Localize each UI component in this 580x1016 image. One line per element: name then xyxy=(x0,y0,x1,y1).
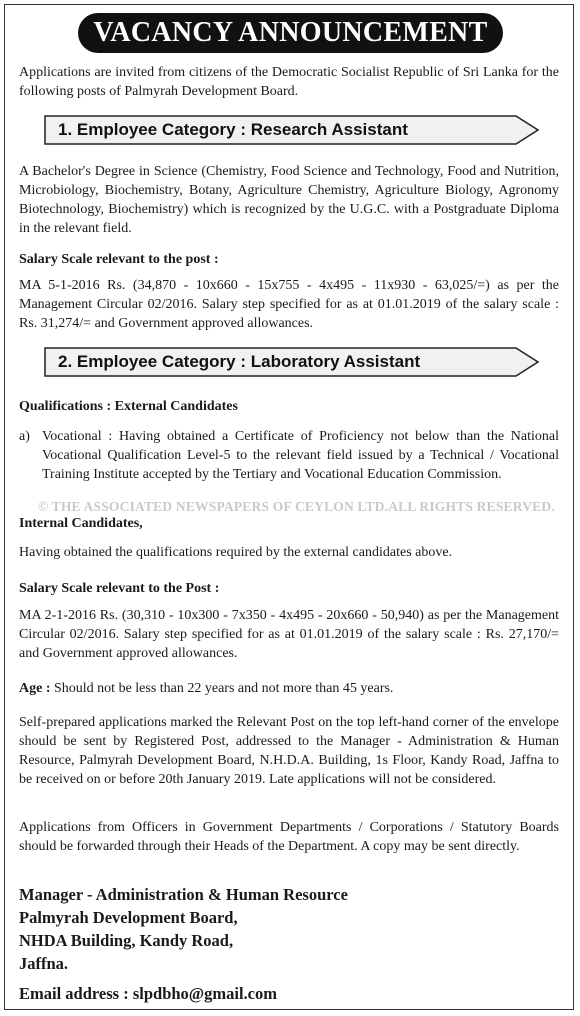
address-line-1: Manager - Administration & Human Resource xyxy=(19,885,348,904)
age-label: Age : xyxy=(19,681,51,696)
address-line-4: Jaffna. xyxy=(19,954,69,973)
category-1-heading: 1. Employee Category : Research Assistant xyxy=(58,120,408,139)
age-requirement xyxy=(19,679,559,698)
address-line-2: Palmyrah Development Board, xyxy=(19,908,238,927)
category-1-salary-heading: Salary Scale relevant to the post : xyxy=(19,252,219,267)
category-2-heading: 2. Employee Category : Laboratory Assistant xyxy=(58,352,421,371)
category-1-salary-text: MA 5-1-2016 Rs. (34,870 - 10x660 - 15x755 - 4x495 - 11x930 - 63,025/=) as per the Management Circular 02/2016. Salary step specified for as at 01.01.2019 of the salary scale : Rs. 31,274/= and Government approved allowances. xyxy=(19,278,559,331)
category-2-salary-heading: Salary Scale relevant to the Post : xyxy=(19,581,220,596)
announcement-title: VACANCY ANNOUNCEMENT xyxy=(78,13,503,53)
category-1-description: A Bachelor's Degree in Science (Chemistry, Food Science and Technology, Food and Nutrition, Microbiology, Biochemistry, Botany, Agriculture Chemistry, Agriculture Biology, Agronomy Biotechnology, Biochemistry) which is recognized by the U.G.C. with a Postgraduate Diploma in the relevant field. xyxy=(19,164,559,236)
officers-instructions: Applications from Officers in Government Departments / Corporations / Statutory Boards should be forwarded through their Heads of the Department. A copy may be sent directly. xyxy=(19,820,559,854)
category-2-salary-text: MA 2-1-2016 Rs. (30,310 - 10x300 - 7x350 - 4x495 - 20x660 - 50,940) as per the Management Circular 02/2016. Salary step specified for as at 01.01.2019 of the salary scale : Rs. 27,170/= and Government approved allowances. xyxy=(19,608,559,661)
intro-paragraph: Applications are invited from citizens of the Democratic Socialist Republic of Sri Lanka for the following posts of Palmyrah Development Board. xyxy=(19,65,559,99)
category-2-banner xyxy=(44,347,540,377)
email-address[interactable]: Email address : slpdbho@gmail.com xyxy=(19,984,277,1003)
copyright-watermark: © THE ASSOCIATED NEWSPAPERS OF CEYLON LTD.ALL RIGHTS RESERVED. xyxy=(38,499,555,514)
application-instructions: Self-prepared applications marked the Relevant Post on the top left-hand corner of the envelope should be sent by Registered Post, addressed to the Manager - Administration & Human Resource, Palmyrah Development Board, N.H.D.A. Building, 1s Floor, Kandy Road, Jaffna to be received on or before 20th January 2019. Late applications will not be considered. xyxy=(19,715,559,787)
qualifications-heading: Qualifications : External Candidates xyxy=(19,399,238,414)
category-1-banner xyxy=(44,115,540,145)
address-line-3: NHDA Building, Kandy Road, xyxy=(19,931,234,950)
internal-candidates-text: Having obtained the qualifications required by the external candidates above. xyxy=(19,545,453,560)
internal-candidates-heading: Internal Candidates, xyxy=(19,516,143,531)
age-text: Should not be less than 22 years and not more than 45 years. xyxy=(54,681,394,696)
list-item-marker: a) xyxy=(19,429,30,444)
vocational-qualification-text: Vocational : Having obtained a Certificate of Proficiency not below than the National Vocational Qualification Level-5 to the relevant field issued by a Technical / Vocational Training Institute accepted by the Tertiary and Vocational Education Commission. xyxy=(42,429,559,482)
